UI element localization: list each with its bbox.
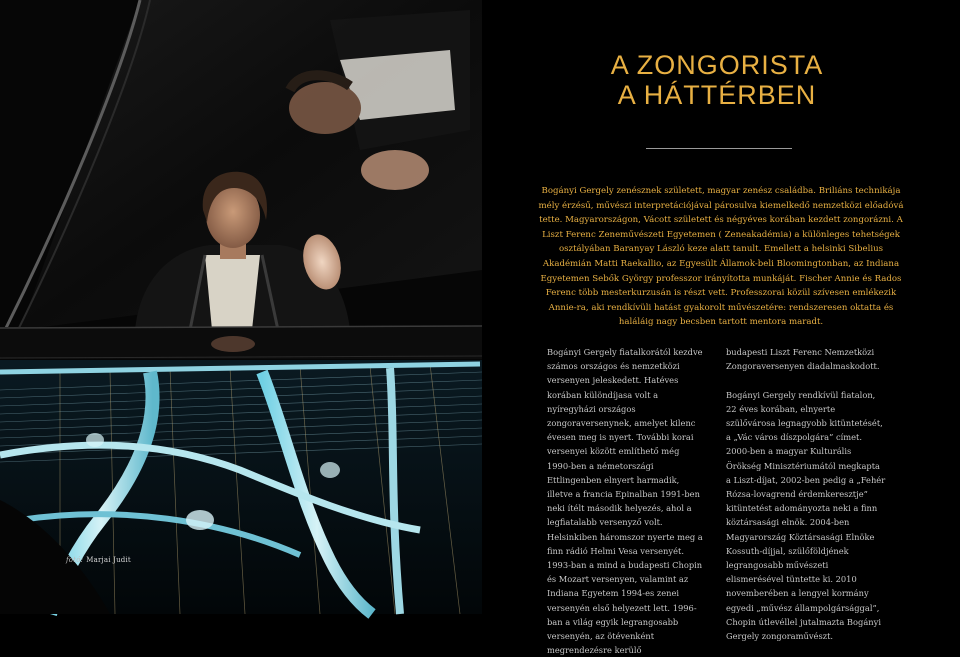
body-paragraph: budapesti Liszt Ferenc Nemzetközi Zongoraversenyen diadalmaskodott. bbox=[726, 347, 880, 372]
photo-credit-label: fotó: bbox=[66, 556, 84, 564]
body-paragraph: Bogányi Gergely fiatalkorától kezdve számos országos és nemzetközi versenyen jeleskedett. Hatéves korában különdíjasa volt a nyíregyházi országos zongoraversenynek, amelyet kilenc évesen meg is nyert. További korai versenyei között említhető még 1990-ben a németországi Ettlingenben elnyert harmadik, illetve a francia Epinalban 1991-ben neki ítélt második helyezés, ahol a legfiatalabb versenyző volt. Helsinkiben háromszor nyerte meg a finn rádió Helmi Vesa versenyét. 1993-ban a mind a budapesti Chopin és Mozart versenyen, valamint az Indiana Egyetem 1994-es zenei versenyén első helyezett lett. 1996-ban a világ egyik legrangosabb versenyén, az ötévenként megrendezésre kerülő bbox=[547, 347, 703, 656]
photo-credit bbox=[66, 556, 131, 564]
body-column-right bbox=[726, 345, 886, 643]
body-paragraph: Bogányi Gergely rendkívül fiatalon, 22 éves korában, elnyerte szülővárosa legnagyobb kitüntetését, a „Vác város díszpolgára” címet. 2000-ben a magyar Kulturális Örökség Minisztériumától megkapta a Liszt-díjat, 2002-ben pedig a „Fehér Rózsa-lovagrend érdemkeresztje” kitüntetést adományozta neki a finn köztársasági elnök. 2004-ben Magyarország Köztársasági Elnöke Kossuth-díjjal, szülőföldjének legrangosabb művészeti elismerésével tüntette ki. 2010 novemberében a lengyel kormány egyedi „művész állampolgársággal”, Chopin útlevéllel jutalmazta Bogányi Gergely zongoraművészt. bbox=[726, 389, 886, 642]
body-column-left bbox=[547, 345, 705, 657]
pianist-shirt bbox=[205, 255, 260, 330]
article-title bbox=[577, 50, 857, 110]
photo-illustration bbox=[0, 0, 482, 614]
pianist-photo bbox=[0, 0, 482, 614]
article-title-line2: A HÁTTÉRBEN bbox=[617, 80, 817, 110]
article-title-line1: A ZONGORISTA bbox=[610, 50, 824, 80]
article-page bbox=[482, 0, 960, 656]
photo-credit-name: Marjai Judit bbox=[86, 556, 131, 564]
article-intro: Bogányi Gergely zenésznek született, magyar zenész családba. Briliáns technikája mély érzésű, művészi interpretációjával párosulva kiemelkedő nemzetközi előadóvá tette. Magyarországon, Vácott született és négyéves korában kezdett zongorázni. A Liszt Ferenc Zeneművészeti Egyetemen ( Zeneakadémia) a különleges tehetségek osztályában Baranyay László keze alatt tanult. Emellett a helsinki Sibelius Akadémián Matti Raekallio, az Egyesült Államok-beli Bloomingtonban, az Indiana Egyetemen Sebők György professzor irányította munkáját. Fischer Annie és Rados Ferenc több mesterkurzusán is részt vett. Professzorai közül szívesen emlékezik Annie-ra, aki rendkívüli hatást gyakorolt művészetére: rendszeresen oktatta és haláláig nagy becsben tartott mentora maradt. bbox=[538, 186, 904, 328]
title-divider bbox=[646, 148, 792, 149]
